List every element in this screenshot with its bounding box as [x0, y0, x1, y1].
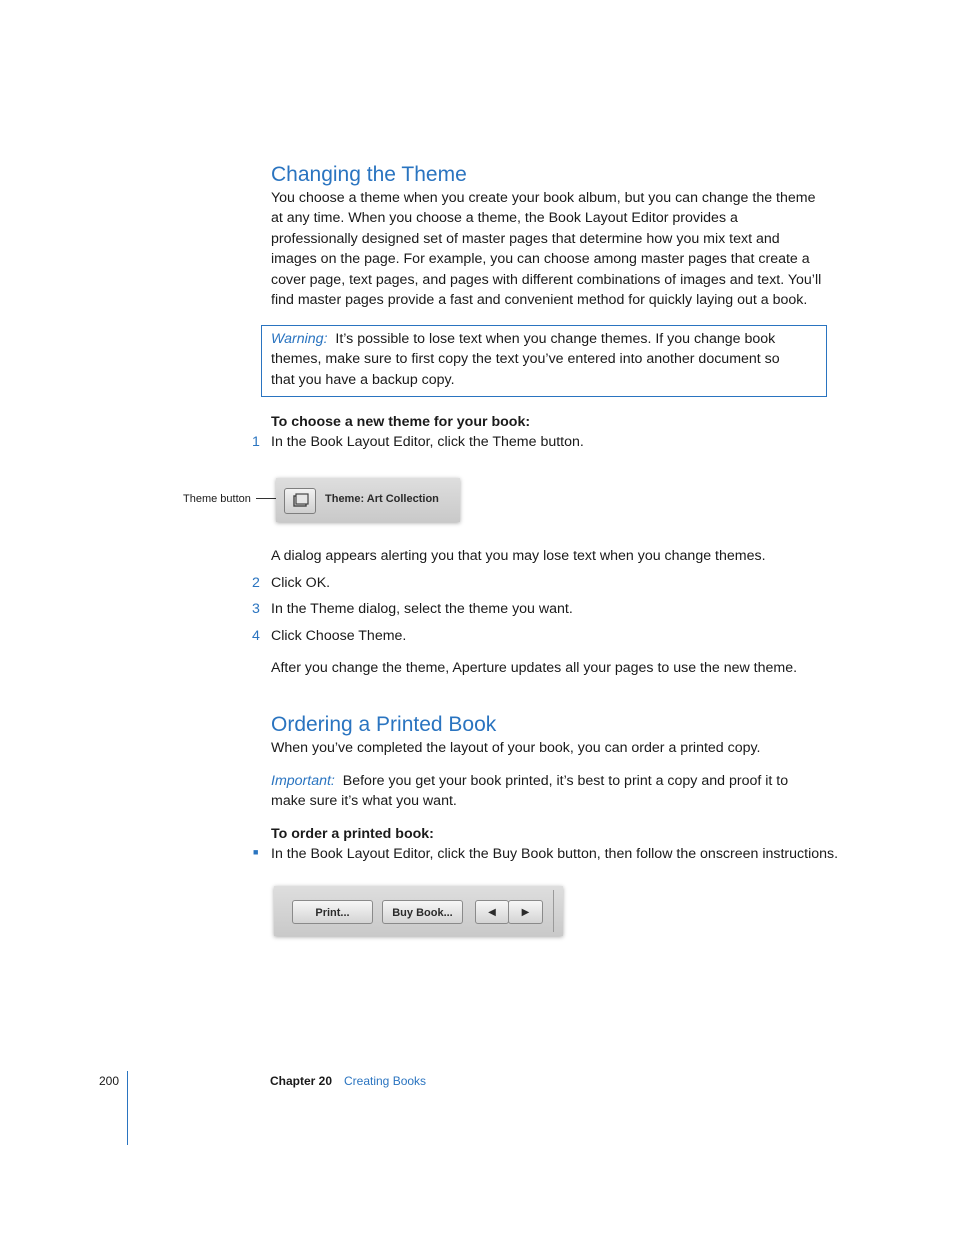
theme-button-screenshot: [276, 478, 460, 522]
bullet-marker: ■: [253, 847, 259, 857]
section-heading-changing-theme: Changing the Theme: [271, 163, 467, 186]
step-number: 3: [252, 601, 260, 617]
callout-label: Theme button: [183, 493, 251, 505]
important-label: Important:: [271, 773, 335, 789]
arrow-right-icon: ▶: [521, 907, 530, 918]
paragraph-line: find master pages provide a fast and convenient method for quickly laying out a book.: [271, 292, 808, 309]
previous-page-button[interactable]: [475, 900, 509, 924]
arrow-left-icon: ◀: [488, 907, 496, 918]
toolbar-divider: [553, 890, 554, 932]
theme-button-label: Theme: Art Collection: [325, 493, 439, 505]
important-line: [271, 771, 826, 791]
task-heading-choose-theme: To choose a new theme for your book:: [271, 414, 531, 430]
paragraph-line: You choose a theme when you create your book album, but you can change the theme: [271, 190, 816, 206]
footer-chapter: Chapter 20: [270, 1074, 333, 1088]
warning-text: [271, 329, 821, 390]
footer-chapter-title: Creating Books: [344, 1074, 427, 1088]
bullet-text: In the Book Layout Editor, click the Buy Book button, then follow the onscreen instructions.: [271, 846, 839, 862]
step-text: In the Book Layout Editor, click the Theme button.: [271, 434, 584, 450]
step-number: 1: [252, 434, 260, 450]
footer-rule: [127, 1071, 128, 1145]
book-pages-icon: [285, 489, 315, 513]
paragraph-line: professionally designed set of master pages that determine how you mix text and: [271, 230, 780, 247]
theme-intro-paragraph: [271, 188, 831, 310]
step-number: 4: [252, 628, 260, 644]
step-text: Click Choose Theme.: [271, 628, 407, 644]
paragraph-line: at any time. When you choose a theme, the Book Layout Editor provides a: [271, 210, 738, 227]
section-heading-ordering-book: Ordering a Printed Book: [271, 713, 497, 736]
buy-book-button[interactable]: Buy Book...: [382, 900, 463, 924]
step-number: 2: [252, 575, 260, 591]
task-heading-order-book: To order a printed book:: [271, 826, 434, 842]
closing-paragraph: After you change the theme, Aperture updates all your pages to use the new theme.: [271, 660, 798, 676]
theme-button[interactable]: [284, 488, 316, 514]
warning-line-text: It’s possible to lose text when you change themes. If you change book: [335, 331, 776, 347]
important-line: make sure it’s what you want.: [271, 793, 457, 810]
warning-line: themes, make sure to first copy the text you’ve entered into another document so: [271, 351, 780, 368]
ordering-intro: When you’ve completed the layout of your book, you can order a printed copy.: [271, 740, 761, 756]
important-note: [271, 771, 826, 812]
warning-label: Warning:: [271, 331, 328, 347]
page-number: 200: [99, 1074, 120, 1088]
warning-line: that you have a backup copy.: [271, 371, 455, 388]
step-text: Click OK.: [271, 575, 331, 591]
next-page-button[interactable]: [508, 900, 543, 924]
print-button[interactable]: Print...: [292, 900, 373, 924]
book-toolbar-screenshot: [274, 886, 563, 936]
paragraph-line: images on the page. For example, you can choose among master pages that create a: [271, 251, 810, 268]
step-text: In the Theme dialog, select the theme you want.: [271, 601, 573, 617]
warning-line: [271, 329, 821, 349]
step1-result: A dialog appears alerting you that you may lose text when you change themes.: [271, 548, 766, 564]
paragraph-line: cover page, text pages, and pages with different combinations of images and text. You’ll: [271, 271, 822, 288]
important-line-text: Before you get your book printed, it’s best to print a copy and proof it to: [342, 773, 789, 789]
